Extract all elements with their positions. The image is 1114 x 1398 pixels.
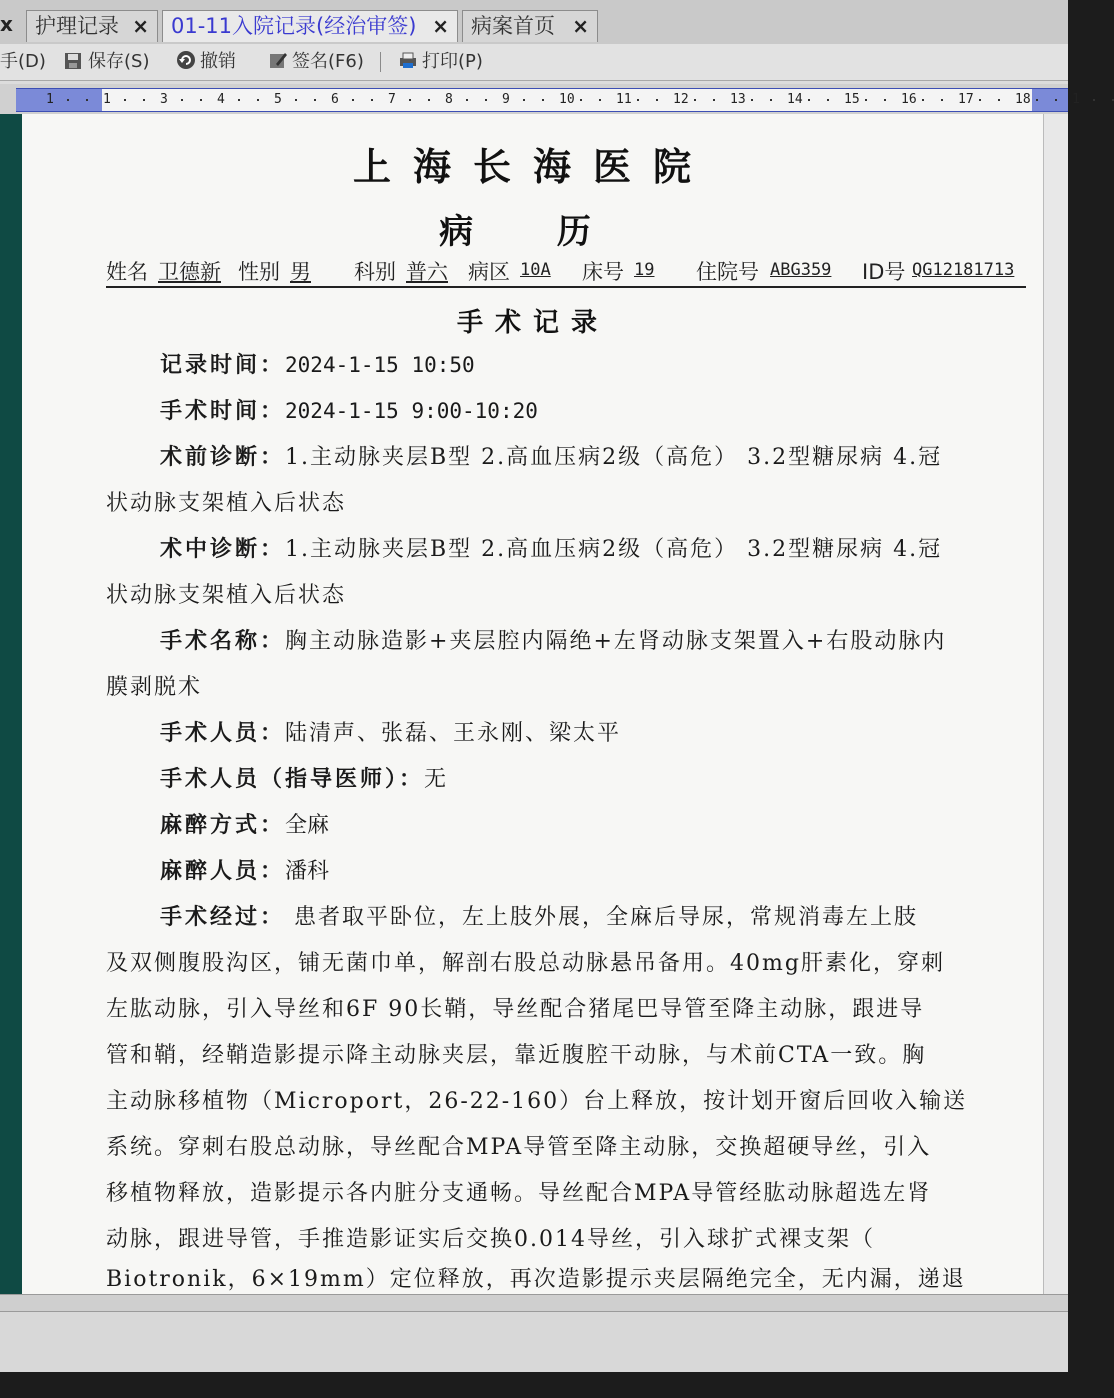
save-button[interactable] bbox=[64, 48, 149, 76]
ruler-tick bbox=[124, 99, 126, 101]
surgery-process-line: 系统。穿刺右股总动脉，导丝配合MPA导管至降主动脉，交换超硬导丝，引入 bbox=[106, 1135, 932, 1160]
anesthesia-method-label: 麻醉方式： bbox=[160, 812, 286, 838]
tab-label: 病案首页 bbox=[471, 14, 555, 38]
ruler-number: 15 bbox=[844, 92, 860, 107]
hospital-name: 上海长海医院 bbox=[352, 144, 713, 189]
ruler-tick bbox=[314, 99, 316, 101]
ruler-tick bbox=[599, 99, 601, 101]
ruler-number: 8 bbox=[445, 92, 453, 107]
sex-label: 性别 bbox=[238, 260, 280, 284]
ruler-tick bbox=[694, 99, 696, 101]
ruler-tick bbox=[295, 99, 297, 101]
printer-icon bbox=[398, 50, 416, 68]
surgery-process-line: 左肱动脉，引入导丝和6F 90长鞘，导丝配合猪尾巴导管至降主动脉，跟进导 bbox=[106, 997, 925, 1022]
intraop-diagnosis-line-1: 1.主动脉夹层B型 2.高血压病2级（高危） 3.2型糖尿病 4.冠 bbox=[285, 537, 943, 562]
surgery-name-label: 手术名称： bbox=[160, 628, 286, 654]
surgery-process-label: 手术经过： bbox=[160, 904, 286, 930]
ruler-tick bbox=[713, 99, 715, 101]
ruler-tick bbox=[181, 99, 183, 101]
patient-info-bar bbox=[106, 252, 1026, 288]
dept-label: 科别 bbox=[354, 260, 396, 284]
close-icon[interactable]: × bbox=[432, 14, 449, 38]
ruler-tick bbox=[979, 99, 981, 101]
ward-label: 病区 bbox=[468, 260, 510, 284]
tab-bar bbox=[0, 0, 1068, 45]
intraop-diagnosis-line-2: 状动脉支架植入后状态 bbox=[106, 583, 347, 608]
id-label: ID号 bbox=[862, 260, 906, 284]
intraop-diagnosis-label: 术中诊断： bbox=[160, 536, 286, 562]
patient-ward: 10A bbox=[520, 260, 551, 280]
preop-diagnosis-row bbox=[160, 440, 942, 471]
ruler-tick bbox=[238, 99, 240, 101]
surgery-process-line: Biotronik，6×19mm）定位释放，再次造影提示夹层隔绝完全，无内漏，递退 bbox=[106, 1267, 966, 1292]
ruler-tick bbox=[884, 99, 886, 101]
surgery-name-row bbox=[160, 624, 946, 655]
anesthetist-value: 潘科 bbox=[285, 859, 330, 884]
ruler-tick bbox=[409, 99, 411, 101]
ruler-tick bbox=[656, 99, 658, 101]
right-edge bbox=[1043, 114, 1068, 1294]
surgery-staff-row bbox=[160, 716, 621, 747]
ruler-tick bbox=[67, 99, 69, 101]
document-page[interactable] bbox=[22, 114, 1044, 1294]
patient-id: QG12181713 bbox=[912, 260, 1015, 280]
anesthesia-method-row bbox=[160, 808, 329, 839]
patient-sex: 男 bbox=[290, 260, 311, 284]
ruler-tick bbox=[1036, 99, 1038, 101]
anesthesia-method-value: 全麻 bbox=[285, 813, 330, 838]
sign-button[interactable] bbox=[268, 48, 364, 76]
ruler-left-margin bbox=[16, 89, 102, 111]
surgery-time-value: 2024-1-15 9:00-10:20 bbox=[285, 399, 538, 423]
ruler-number: 5 bbox=[274, 92, 282, 107]
ruler-tick bbox=[1055, 99, 1057, 101]
floppy-icon bbox=[64, 51, 82, 69]
bed-label: 床号 bbox=[582, 260, 624, 284]
ruler-tick bbox=[808, 99, 810, 101]
ruler-tick bbox=[865, 99, 867, 101]
ruler-tick bbox=[428, 99, 430, 101]
ruler-number: 4 bbox=[217, 92, 225, 107]
ruler-tick bbox=[941, 99, 943, 101]
tab-nursing-record[interactable] bbox=[26, 10, 158, 42]
ruler-tick bbox=[371, 99, 373, 101]
ruler-number: 17 bbox=[958, 92, 974, 107]
ruler-tick bbox=[827, 99, 829, 101]
preop-diagnosis-line-1: 1.主动脉夹层B型 2.高血压病2级（高危） 3.2型糖尿病 4.冠 bbox=[285, 445, 943, 470]
ruler-tick bbox=[466, 99, 468, 101]
tab-label: 护理记录 bbox=[35, 14, 119, 38]
undo-button[interactable] bbox=[176, 48, 236, 76]
surgery-record-title: 手术记录 bbox=[456, 308, 609, 338]
surgery-name-line-2: 膜剥脱术 bbox=[106, 675, 203, 700]
surgery-process-line: 及双侧腹股沟区，铺无菌巾单，解剖右股总动脉悬吊备用。40mg肝素化，穿刺 bbox=[106, 951, 945, 976]
ruler-number: 11 bbox=[616, 92, 632, 107]
ruler-number: 12 bbox=[673, 92, 689, 107]
ruler-area bbox=[0, 84, 1080, 114]
surgery-time-label: 手术时间： bbox=[160, 398, 286, 424]
ruler-tick bbox=[485, 99, 487, 101]
admission-label: 住院号 bbox=[696, 260, 759, 284]
ruler-number: 18 bbox=[1015, 92, 1031, 107]
intraop-diagnosis-row bbox=[160, 532, 942, 563]
tab-admission-record[interactable] bbox=[162, 10, 458, 42]
ruler-number: 9 bbox=[502, 92, 510, 107]
name-label: 姓名 bbox=[106, 260, 148, 284]
save-label: 保存(S) bbox=[88, 51, 150, 72]
horizontal-ruler[interactable] bbox=[16, 88, 1080, 112]
ruler-tick bbox=[86, 99, 88, 101]
undo-icon bbox=[176, 50, 194, 68]
ruler-tick bbox=[922, 99, 924, 101]
status-area bbox=[0, 1312, 1068, 1372]
surgery-process-row bbox=[160, 900, 918, 931]
surgery-process-line: 患者取平卧位，左上肢外展，全麻后导尿，常规消毒左上肢 bbox=[285, 905, 919, 930]
surgery-process-line: 主动脉移植物（Microport，26-22-160）台上释放，按计划开窗后回收入输送 bbox=[106, 1089, 968, 1114]
patient-dept: 普六 bbox=[406, 260, 448, 284]
print-button[interactable] bbox=[398, 48, 483, 76]
supervising-doctor-row bbox=[160, 762, 446, 793]
ruler-tick bbox=[770, 99, 772, 101]
supervising-doctor-value: 无 bbox=[424, 767, 447, 792]
ruler-number: 1 bbox=[1072, 92, 1080, 107]
ruler-number: 7 bbox=[388, 92, 396, 107]
record-type-title: 病 历 bbox=[439, 212, 627, 252]
patient-bed: 19 bbox=[634, 260, 655, 280]
preop-diagnosis-label: 术前诊断： bbox=[160, 444, 286, 470]
horizontal-scrollbar[interactable] bbox=[0, 1294, 1068, 1312]
pen-icon bbox=[268, 50, 286, 68]
ruler-tick bbox=[542, 99, 544, 101]
toolbar-divider bbox=[380, 52, 381, 72]
surgery-name-line-1: 胸主动脉造影+夹层腔内隔绝+左肾动脉支架置入+右股动脉内 bbox=[285, 629, 947, 654]
surgery-process-line: 管和鞘，经鞘造影提示降主动脉夹层，靠近腹腔干动脉，与术前CTA一致。胸 bbox=[106, 1043, 927, 1068]
ruler-number: 16 bbox=[901, 92, 917, 107]
ruler-number: 1 bbox=[46, 92, 54, 107]
record-time-row bbox=[160, 348, 475, 379]
ruler-number: 6 bbox=[331, 92, 339, 107]
ruler-tick bbox=[998, 99, 1000, 101]
print-label: 打印(P) bbox=[422, 51, 483, 72]
anesthetist-row bbox=[160, 854, 329, 885]
close-icon[interactable]: x bbox=[0, 12, 13, 36]
sign-label: 签名(F6) bbox=[292, 51, 364, 72]
supervising-doctor-label: 手术人员（指导医师）： bbox=[160, 766, 425, 792]
ruler-number: 3 bbox=[160, 92, 168, 107]
ruler-tick bbox=[523, 99, 525, 101]
surgery-staff-label: 手术人员： bbox=[160, 720, 286, 746]
ruler-number: 1 bbox=[103, 92, 111, 107]
hand-button[interactable]: 手(D) bbox=[0, 51, 46, 72]
ruler-tick bbox=[352, 99, 354, 101]
ruler-number: 10 bbox=[559, 92, 575, 107]
close-icon[interactable]: × bbox=[572, 14, 589, 38]
ruler-tick bbox=[1093, 99, 1095, 101]
toolbar bbox=[0, 44, 1068, 81]
surgery-process-line: 动脉，跟进导管，手推造影证实后交换0.014导丝，引入球扩式裸支架（ bbox=[106, 1227, 875, 1252]
ruler-number: 14 bbox=[787, 92, 803, 107]
tab-case-front-page[interactable] bbox=[462, 10, 598, 42]
patient-name: 卫德新 bbox=[158, 260, 221, 284]
ruler-tick bbox=[200, 99, 202, 101]
ruler-tick bbox=[580, 99, 582, 101]
left-panel-edge bbox=[0, 114, 22, 1294]
surgery-staff-value: 陆清声、张磊、王永刚、梁太平 bbox=[285, 721, 622, 746]
surgery-time-row bbox=[160, 394, 538, 425]
ruler-tick bbox=[637, 99, 639, 101]
ruler-tick bbox=[143, 99, 145, 101]
admission-number: ABG359 bbox=[770, 260, 832, 280]
record-time-label: 记录时间： bbox=[160, 352, 286, 378]
ruler-tick bbox=[751, 99, 753, 101]
ruler-number: 13 bbox=[730, 92, 746, 107]
ruler-tick bbox=[257, 99, 259, 101]
close-icon[interactable]: × bbox=[132, 14, 149, 38]
undo-label: 撤销 bbox=[200, 51, 236, 72]
surgery-process-line: 移植物释放，造影提示各内脏分支通畅。导丝配合MPA导管经肱动脉超选左肾 bbox=[106, 1181, 932, 1206]
record-time-value: 2024-1-15 10:50 bbox=[285, 353, 475, 377]
preop-diagnosis-line-2: 状动脉支架植入后状态 bbox=[106, 491, 347, 516]
tab-label: 01-11入院记录(经治审签) bbox=[171, 14, 417, 38]
anesthetist-label: 麻醉人员： bbox=[160, 858, 286, 884]
